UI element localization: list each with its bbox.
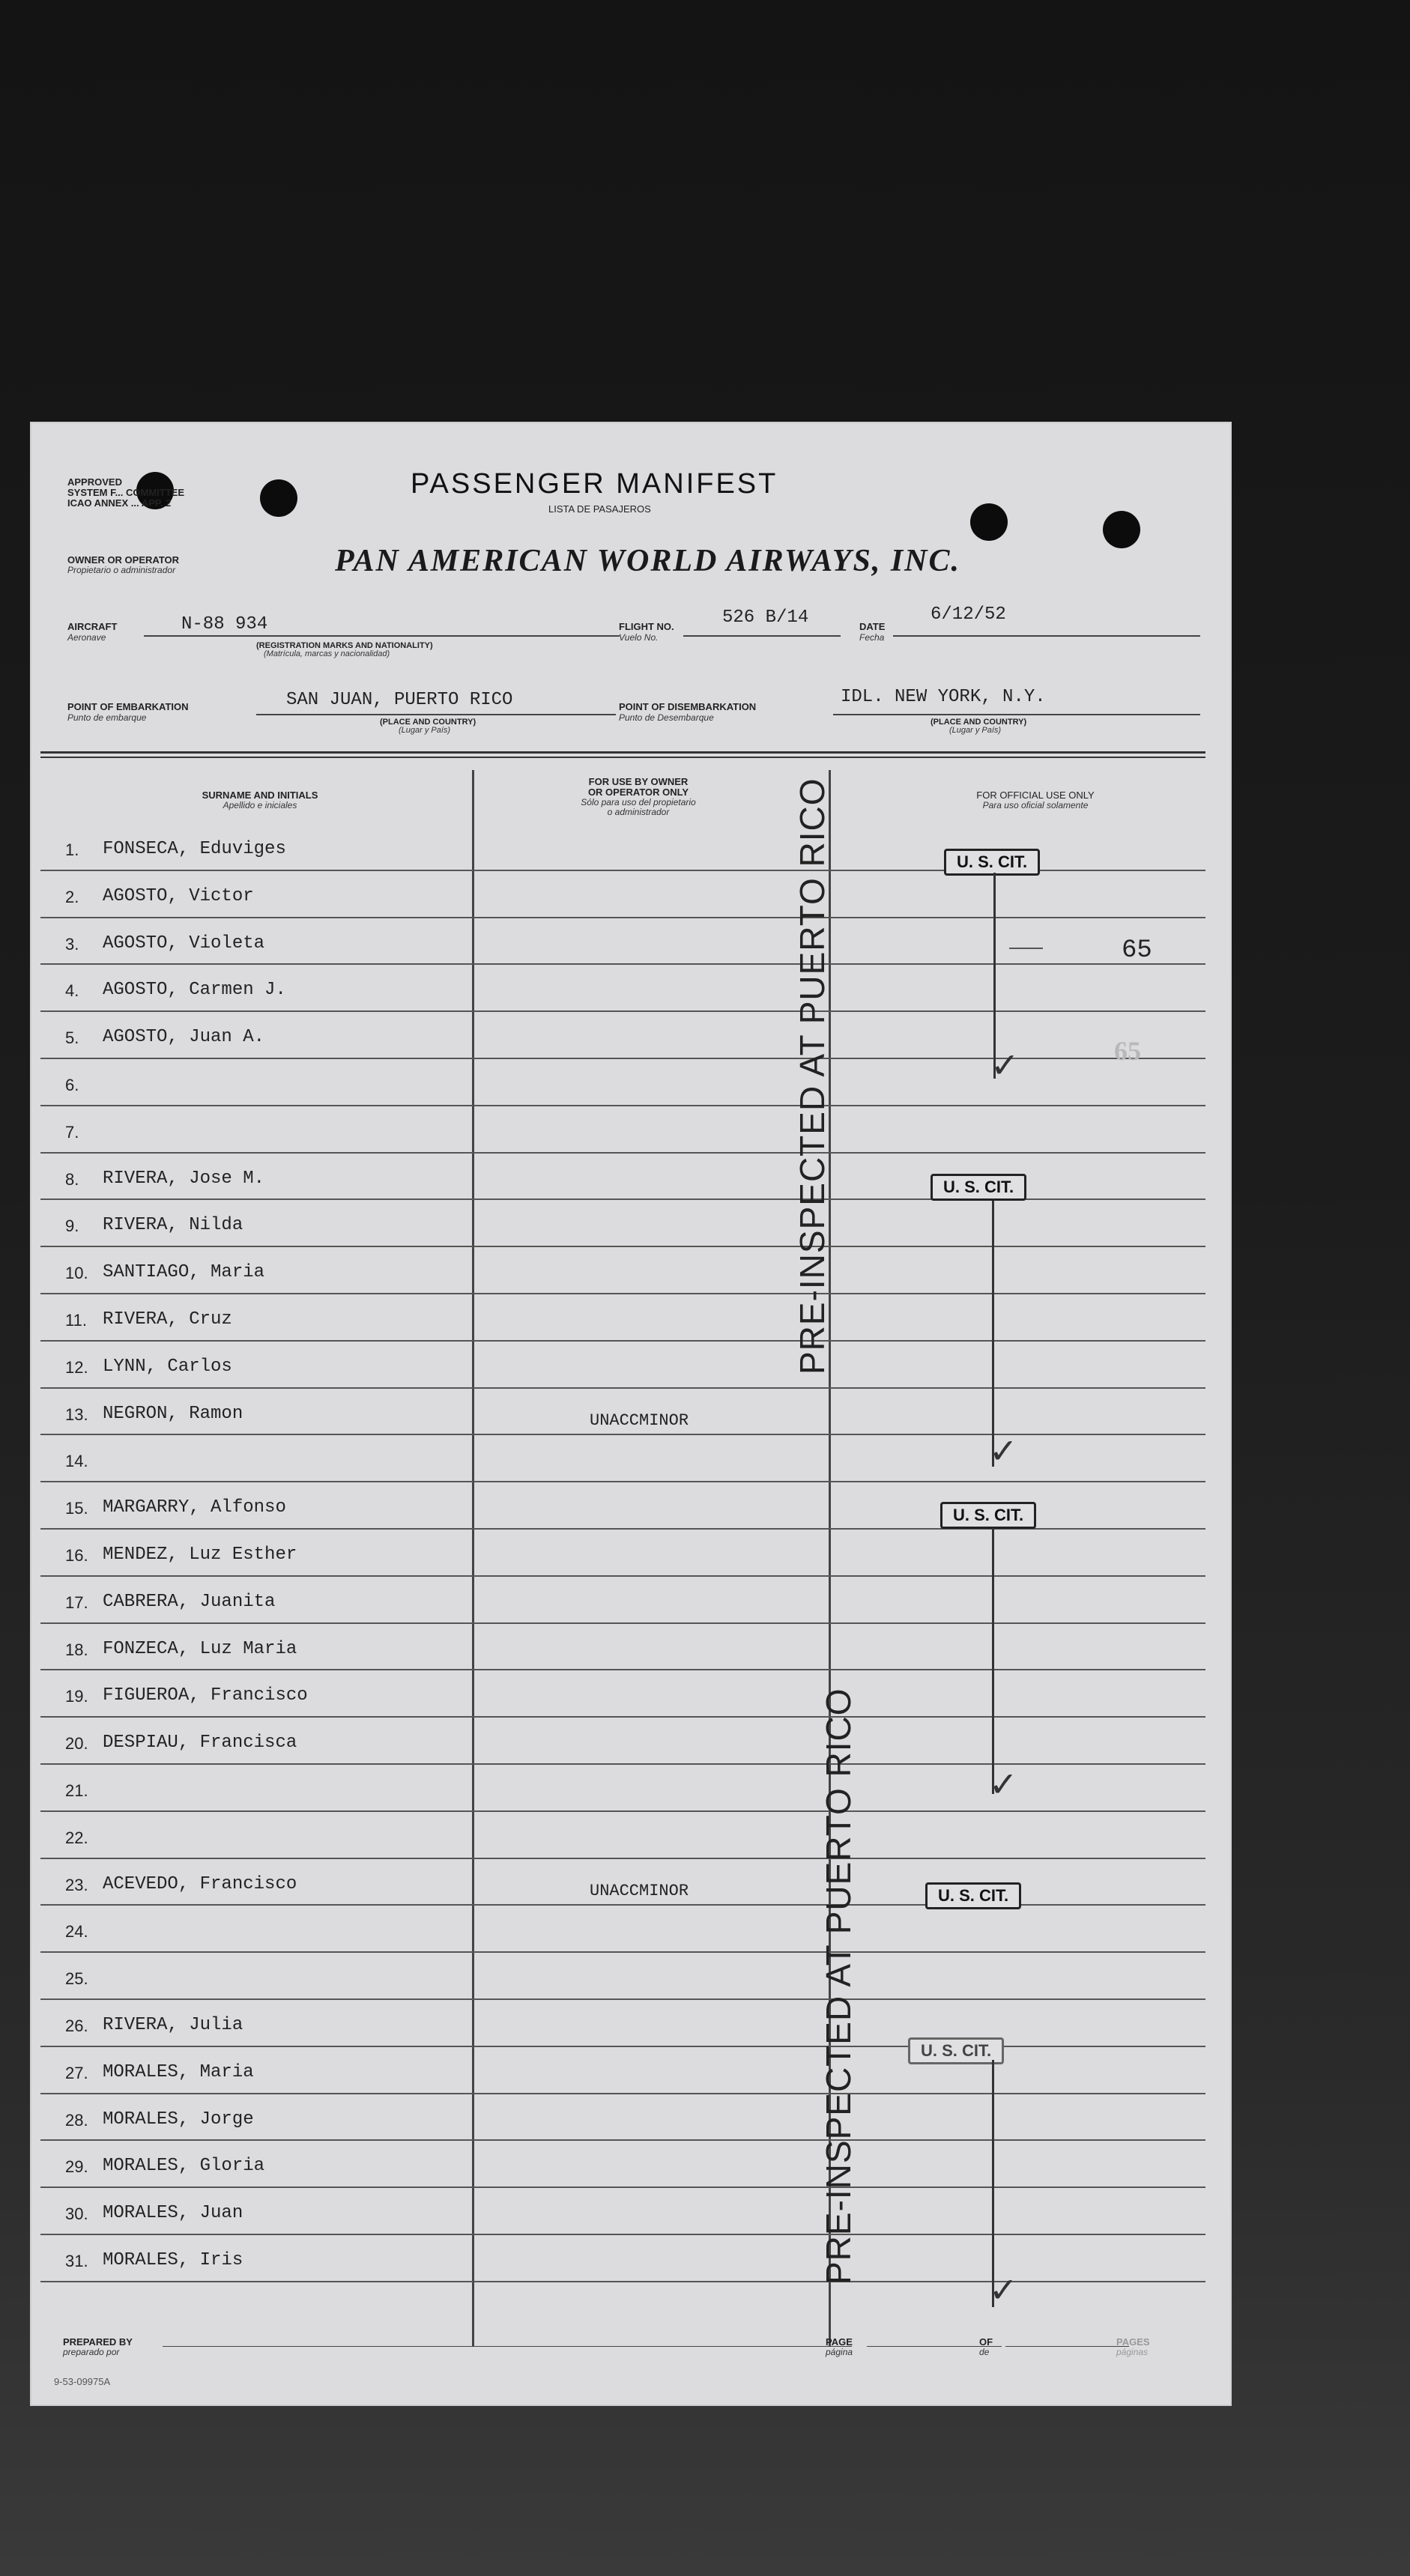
registration-note-es: (Matrícula, marcas y nacionalidad)	[264, 649, 390, 658]
row-rule	[40, 1387, 1205, 1389]
count-mark: 65	[1122, 936, 1152, 965]
passenger-name: MORALES, Gloria	[103, 2156, 265, 2177]
pages-label-es: páginas	[1116, 2347, 1149, 2357]
passenger-name: NEGRON, Ramon	[103, 1403, 243, 1424]
passenger-name: RIVERA, Cruz	[103, 1309, 232, 1330]
preinspected-stamp: PRE-INSPECTED AT PUERTO RICO	[793, 778, 832, 1375]
passenger-name: AGOSTO, Victor	[103, 885, 254, 906]
flight-label-es: Vuelo No.	[619, 632, 659, 643]
passenger-name: RIVERA, Nilda	[103, 1215, 243, 1236]
row-number: 3.	[65, 934, 79, 954]
aircraft-underline	[144, 635, 620, 637]
row-rule	[40, 1669, 1205, 1670]
aircraft-label: AIRCRAFT	[67, 621, 118, 632]
embark-label: POINT OF EMBARKATION	[67, 701, 189, 712]
us-cit-stamp: U. S. CIT.	[944, 849, 1040, 876]
approved-block: APPROVED SYSTEM F... COMMITTEE ICAO ANNEX ... APP. 2	[67, 476, 185, 509]
disembark-value: IDL. NEW YORK, N.Y.	[841, 687, 1046, 707]
us-cit-stamp: U. S. CIT.	[931, 1174, 1026, 1201]
row-number: 26.	[65, 2016, 88, 2035]
us-cit-stamp: U. S. CIT.	[925, 1882, 1021, 1909]
row-rule	[40, 2281, 1205, 2282]
owner-label-es: Propietario o administrador	[67, 565, 176, 575]
of-underline	[1005, 2346, 1129, 2347]
row-number: 12.	[65, 1357, 88, 1377]
embark-value: SAN JUAN, PUERTO RICO	[286, 690, 513, 710]
row-rule	[40, 1340, 1205, 1342]
row-number: 24.	[65, 1922, 88, 1942]
row-number: 11.	[65, 1311, 87, 1330]
page-label: PAGE	[826, 2336, 853, 2348]
date-label: DATE	[859, 621, 886, 632]
row-number: 30.	[65, 2204, 88, 2224]
passenger-name: MORALES, Iris	[103, 2250, 243, 2270]
row-rule	[40, 963, 1205, 965]
passenger-name: MORALES, Maria	[103, 2061, 254, 2082]
passenger-name: MENDEZ, Luz Esther	[103, 1545, 297, 1565]
of-label-es: de	[979, 2347, 990, 2357]
row-number: 9.	[65, 1216, 79, 1236]
punch-hole	[1103, 511, 1140, 548]
table-top-rule	[40, 757, 1205, 758]
row-rule	[40, 2234, 1205, 2235]
passenger-name: LYNN, Carlos	[103, 1356, 232, 1377]
row-rule	[40, 1716, 1205, 1718]
row-rule	[40, 1434, 1205, 1435]
row-rule	[40, 917, 1205, 918]
row-number: 2.	[65, 887, 79, 906]
passenger-name: RIVERA, Julia	[103, 2015, 243, 2035]
bracket-line	[992, 1201, 994, 1467]
row-rule	[40, 1810, 1205, 1812]
row-rule	[40, 1858, 1205, 1859]
column-divider	[472, 770, 474, 2347]
row-rule	[40, 1998, 1205, 2000]
owner-label: OWNER OR OPERATOR	[67, 554, 180, 566]
row-number: 14.	[65, 1452, 88, 1471]
row-number: 19.	[65, 1687, 88, 1706]
aircraft-label-es: Aeronave	[67, 632, 106, 643]
row-number: 6.	[65, 1076, 79, 1094]
punch-hole	[260, 479, 297, 517]
date-value: 6/12/52	[931, 604, 1006, 625]
row-rule	[40, 1058, 1205, 1059]
row-number: 8.	[65, 1169, 79, 1189]
owner-note: UNACCMINOR	[590, 1410, 689, 1430]
passenger-name: AGOSTO, Violeta	[103, 933, 265, 954]
flight-underline	[683, 635, 841, 637]
row-number: 16.	[65, 1546, 88, 1565]
row-number: 22.	[65, 1828, 88, 1847]
table-top-rule	[40, 751, 1205, 754]
flight-label: FLIGHT NO.	[619, 621, 674, 632]
us-cit-stamp: U. S. CIT.	[908, 2037, 1004, 2064]
embark-label-es: Punto de embarque	[67, 712, 147, 723]
row-rule	[40, 1246, 1205, 1247]
dash-mark	[1009, 948, 1043, 949]
row-rule	[40, 1293, 1205, 1294]
bracket-line	[992, 1528, 994, 1794]
row-rule	[40, 1763, 1205, 1765]
row-number: 15.	[65, 1499, 88, 1518]
row-rule	[40, 2186, 1205, 2188]
row-rule	[40, 1152, 1205, 1154]
passenger-name: DESPIAU, Francisca	[103, 1733, 297, 1754]
registration-note: (REGISTRATION MARKS AND NATIONALITY)	[256, 641, 433, 650]
row-rule	[40, 1481, 1205, 1482]
check-mark: ✓	[989, 1765, 1018, 1804]
page-label-es: página	[826, 2347, 853, 2357]
owner-note: UNACCMINOR	[590, 1881, 689, 1900]
passenger-name: ACEVEDO, Francisco	[103, 1873, 297, 1894]
row-number: 18.	[65, 1640, 88, 1659]
row-number: 20.	[65, 1734, 88, 1754]
passenger-name: RIVERA, Jose M.	[103, 1168, 265, 1189]
punch-hole	[970, 503, 1008, 541]
row-number: 31.	[65, 2252, 88, 2270]
disembark-label: POINT OF DISEMBARKATION	[619, 701, 757, 712]
form-code: 9-53-09975A	[54, 2376, 111, 2387]
row-rule	[40, 2046, 1205, 2047]
us-cit-stamp: U. S. CIT.	[940, 1502, 1036, 1529]
prepared-underline	[163, 2346, 852, 2347]
embark-place-note: (PLACE AND COUNTRY)	[380, 718, 476, 727]
passenger-name: AGOSTO, Juan A.	[103, 1027, 265, 1048]
check-mark: ✓	[989, 2270, 1018, 2309]
row-number: 27.	[65, 2063, 88, 2082]
of-label: OF	[979, 2336, 993, 2348]
date-underline	[893, 635, 1200, 637]
col-header-official: FOR OFFICIAL USE ONLY Para uso oficial solamente	[976, 790, 1095, 810]
check-mark: ✓	[990, 1046, 1020, 1085]
disembark-underline	[833, 714, 1200, 715]
pages-label: PAGES	[1116, 2336, 1150, 2348]
row-rule	[40, 1622, 1205, 1624]
row-number: 23.	[65, 1875, 88, 1894]
aircraft-value: N-88 934	[181, 614, 268, 634]
row-rule	[40, 2139, 1205, 2141]
flight-value: 526 B/14	[722, 607, 809, 628]
row-rule	[40, 2093, 1205, 2094]
row-rule	[40, 1951, 1205, 1953]
date-label-es: Fecha	[859, 632, 885, 643]
page-title: PASSENGER MANIFEST	[411, 468, 778, 500]
preinspected-stamp: PRE-INSPECTED AT PUERTO RICO	[819, 1688, 858, 2285]
carrier-name: PAN AMERICAN WORLD AIRWAYS, INC.	[335, 544, 961, 578]
row-number: 17.	[65, 1592, 88, 1612]
row-number: 7.	[65, 1122, 79, 1142]
row-number: 10.	[65, 1264, 88, 1283]
row-number: 13.	[65, 1404, 88, 1424]
row-rule	[40, 1904, 1205, 1906]
row-number: 5.	[65, 1028, 79, 1048]
passenger-name: AGOSTO, Carmen J.	[103, 980, 286, 1001]
passenger-name: FONSECA, Eduviges	[103, 839, 286, 859]
prepared-label: PREPARED BY	[63, 2336, 133, 2348]
passenger-name: FONZECA, Luz Maria	[103, 1638, 297, 1659]
row-rule	[40, 1575, 1205, 1577]
page-subtitle: LISTA DE PASAJEROS	[548, 503, 651, 515]
passenger-name: CABRERA, Juanita	[103, 1591, 276, 1612]
disembark-label-es: Punto de Desembarque	[619, 712, 714, 723]
row-number: 1.	[65, 840, 79, 859]
faint-count-mark: 65	[1114, 1036, 1141, 1066]
manifest-sheet	[31, 423, 1230, 2404]
row-number: 28.	[65, 2110, 88, 2130]
prepared-label-es: preparado por	[63, 2347, 120, 2357]
passenger-name: MORALES, Juan	[103, 2203, 243, 2224]
row-rule	[40, 1198, 1205, 1200]
embark-place-note-es: (Lugar y País)	[399, 726, 451, 735]
row-number: 21.	[65, 1781, 88, 1800]
col-header-owner: FOR USE BY OWNER OR OPERATOR ONLY Sólo para uso del propietario o administrador	[581, 776, 696, 817]
check-mark: ✓	[989, 1431, 1018, 1470]
passenger-name: MARGARRY, Alfonso	[103, 1497, 286, 1518]
col-header-surname: SURNAME AND INITIALS Apellido e iniciales	[202, 790, 318, 810]
passenger-name: FIGUEROA, Francisco	[103, 1685, 308, 1706]
row-rule	[40, 1105, 1205, 1106]
row-number: 25.	[65, 1969, 88, 1989]
disembark-place-note: (PLACE AND COUNTRY)	[931, 718, 1027, 727]
row-number: 4.	[65, 981, 79, 1001]
row-rule	[40, 1010, 1205, 1012]
row-number: 29.	[65, 2157, 88, 2177]
disembark-place-note-es: (Lugar y País)	[949, 726, 1002, 735]
passenger-name: SANTIAGO, Maria	[103, 1262, 265, 1283]
passenger-name: MORALES, Jorge	[103, 2109, 254, 2130]
embark-underline	[256, 714, 616, 715]
